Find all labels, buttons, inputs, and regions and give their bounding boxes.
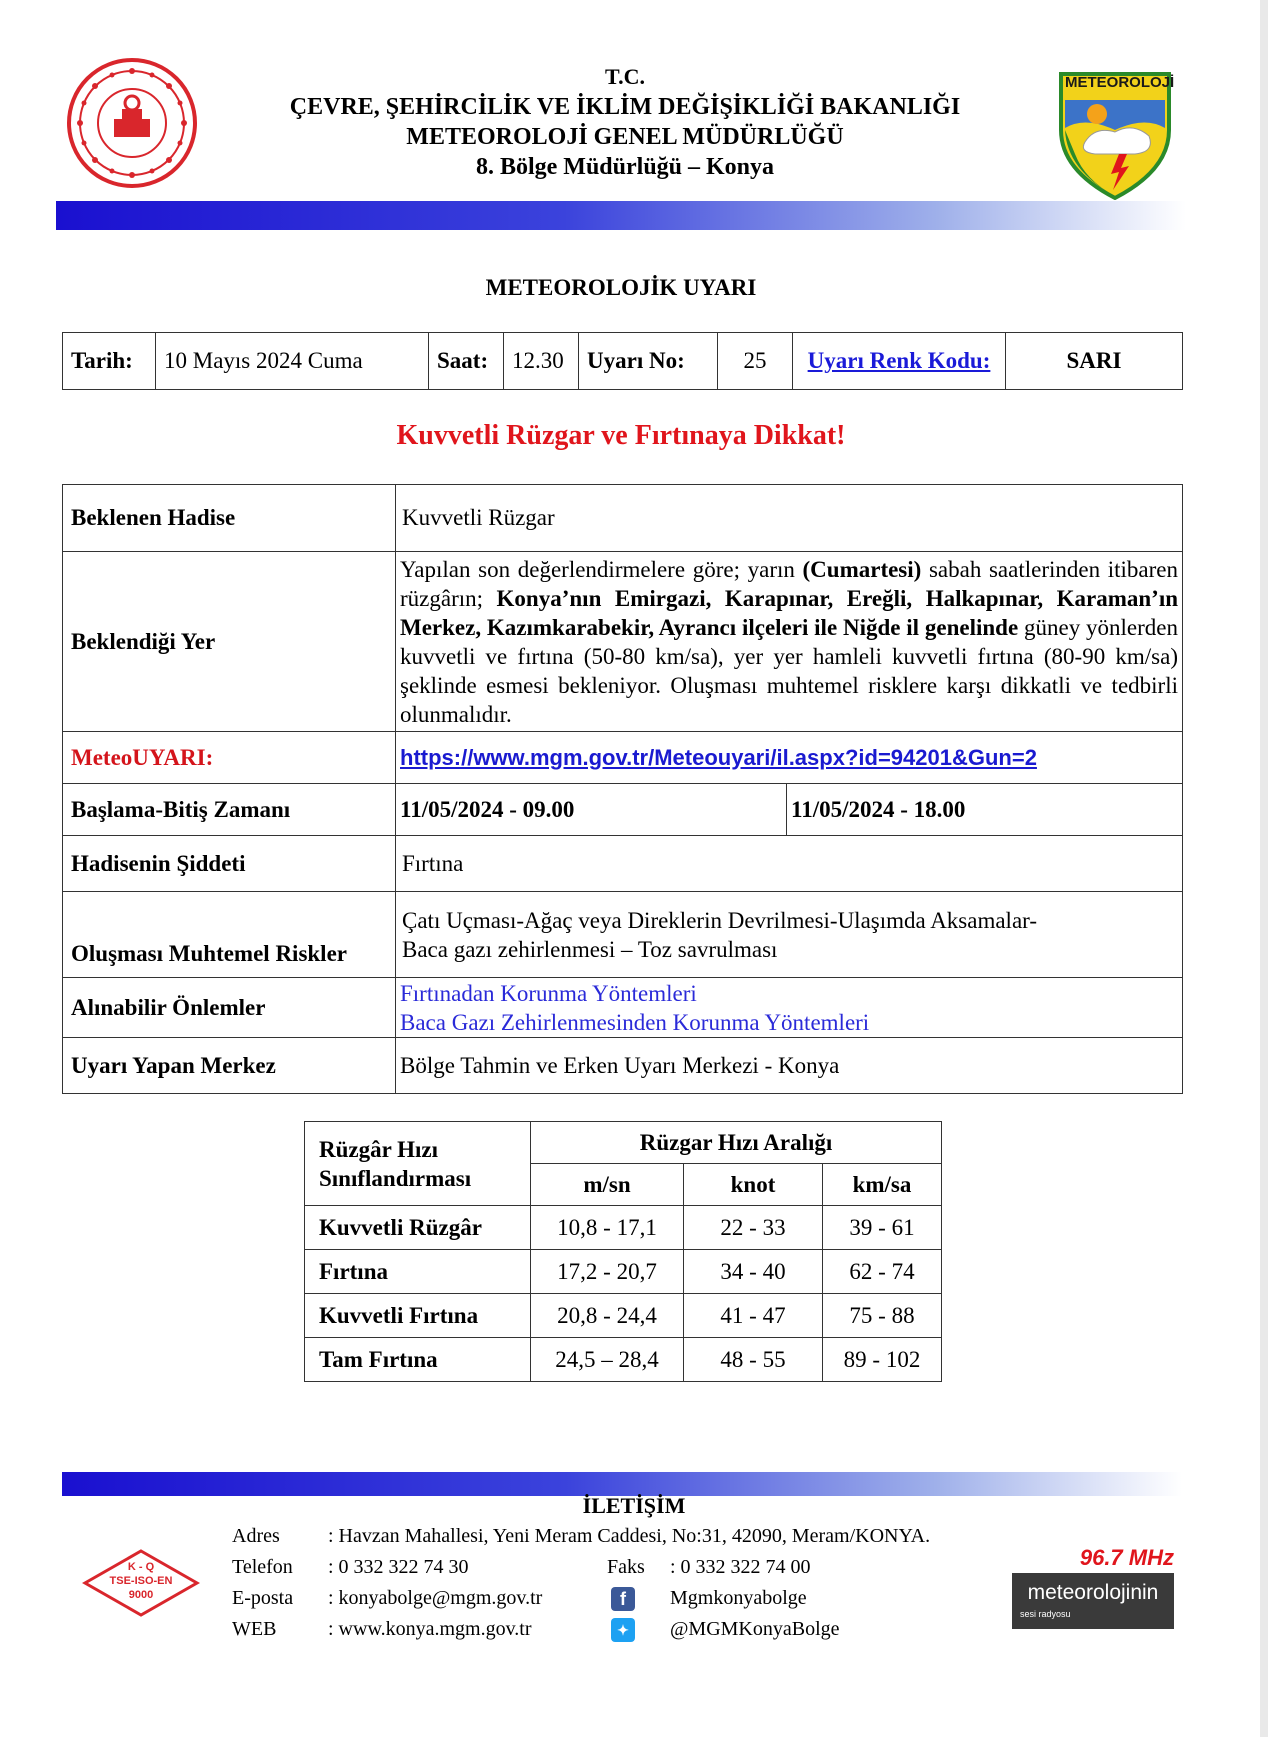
event-label: Beklenen Hadise: [63, 485, 396, 552]
color-code-value: SARI: [1006, 333, 1183, 390]
web-value[interactable]: : www.konya.mgm.gov.tr: [328, 1618, 532, 1640]
severity-value: Fırtına: [396, 836, 1183, 892]
header-block: [230, 62, 1020, 182]
radio-subtitle: sesi radyosu: [1020, 1609, 1071, 1619]
address-value: : Havzan Mahallesi, Yeni Meram Caddesi, No:31, 42090, Meram/KONYA.: [328, 1525, 931, 1547]
place-text-1: Yapılan son değerlendirmelere göre; yarın: [400, 556, 803, 582]
contact-labels: [232, 1521, 293, 1645]
warning-details-table: [62, 484, 1183, 1094]
row-name: Kuvvetli Rüzgâr: [305, 1206, 531, 1250]
place-text-3: güney yönlerden kuvvetli ve fırtına (50-80 km/sa), yer yer hamleli kuvvetli fırtına (80-90 km/sa) şeklinde esmesi bekleniyor. Oluşması muhtemel risklere karşı dikkatli ve tedbirli olunmalıdır.: [400, 614, 1179, 727]
place-bold-1: (Cumartesi): [802, 556, 922, 582]
radio-frequency: 96.7 MHz: [1079, 1545, 1174, 1570]
meteoroloji-logo-icon: [1055, 70, 1175, 200]
measures-label: Alınabilir Önlemler: [63, 978, 396, 1038]
row-name: Tam Fırtına: [305, 1338, 531, 1382]
measure-fluegas-link[interactable]: Baca Gazı Zehirlenmesinden Korunma Yöntemleri: [400, 1009, 870, 1035]
tse-line2: TSE-ISO-EN: [109, 1575, 173, 1587]
row-ms: 10,8 - 17,1: [531, 1206, 684, 1250]
class-header-line1: Rüzgâr Hızı: [319, 1136, 439, 1162]
meteouyari-label: MeteoUYARI:: [63, 732, 396, 784]
row-knot: 41 - 47: [684, 1294, 823, 1338]
time-range-label: Başlama-Bitiş Zamanı: [63, 784, 396, 836]
time-value: 12.30: [504, 333, 579, 390]
address-label: Adres: [232, 1525, 280, 1547]
date-label: Tarih:: [63, 333, 156, 390]
row-ms: 17,2 - 20,7: [531, 1250, 684, 1294]
phone-value: : 0 332 322 74 30: [328, 1556, 469, 1578]
logo-text: METEOROLOJİ: [1065, 74, 1175, 91]
risk-line-2: Baca gazı zehirlenmesi – Toz savrulması: [402, 936, 778, 962]
phone-label: Telefon: [232, 1556, 293, 1578]
row-kmh: 39 - 61: [823, 1206, 942, 1250]
row-knot: 34 - 40: [684, 1250, 823, 1294]
color-code-link[interactable]: Uyarı Renk Kodu:: [807, 348, 991, 373]
radio-banner: [1012, 1573, 1174, 1629]
facebook-handle[interactable]: Mgmkonyabolge: [670, 1587, 807, 1609]
table-row: [305, 1250, 942, 1294]
end-time: 11/05/2024 - 18.00: [787, 784, 1183, 836]
meteouyari-link[interactable]: https://www.mgm.gov.tr/Meteouyari/il.aspx?id=94201&Gun=2: [400, 744, 1037, 770]
warning-headline: Kuvvetli Rüzgar ve Fırtınaya Dikkat!: [396, 420, 846, 451]
severity-label: Hadisenin Şiddeti: [63, 836, 396, 892]
table-row: [305, 1294, 942, 1338]
page-edge: [1260, 0, 1268, 1737]
row-kmh: 62 - 74: [823, 1250, 942, 1294]
row-kmh: 89 - 102: [823, 1338, 942, 1382]
header-tc: T.C.: [605, 64, 645, 89]
risk-line-1: Çatı Uçması-Ağaç veya Direklerin Devrilmesi-Ulaşımda Aksamalar-: [402, 907, 1038, 933]
place-bold-2: Konya’nın Emirgazi, Karapınar, Ereğli, Halkapınar, Karaman’ın Merkez, Kazımkarabekir, Ayrancı ilçeleri ile Niğde il genelinde: [400, 585, 1178, 640]
row-knot: 48 - 55: [684, 1338, 823, 1382]
email-value[interactable]: : konyabolge@mgm.gov.tr: [328, 1587, 543, 1609]
fax-value: : 0 332 322 74 00: [670, 1556, 811, 1578]
contact-title: İLETİŞİM: [582, 1493, 686, 1518]
row-knot: 22 - 33: [684, 1206, 823, 1250]
table-row: [305, 1338, 942, 1382]
row-ms: 24,5 – 28,4: [531, 1338, 684, 1382]
warning-info-table: [62, 332, 1183, 390]
unit-ms: m/sn: [531, 1164, 684, 1206]
document-title: METEOROLOJİK UYARI: [485, 275, 757, 300]
web-label: WEB: [232, 1618, 277, 1640]
row-kmh: 75 - 88: [823, 1294, 942, 1338]
event-value: Kuvvetli Rüzgar: [396, 485, 1183, 552]
start-time: 11/05/2024 - 09.00: [396, 784, 787, 836]
class-header: [305, 1122, 531, 1206]
row-ms: 20,8 - 24,4: [531, 1294, 684, 1338]
center-value: Bölge Tahmin ve Erken Uyarı Merkezi - Konya: [396, 1038, 1183, 1094]
row-name: Fırtına: [305, 1250, 531, 1294]
radio-name: meteorolojinin: [1027, 1581, 1159, 1604]
header-gradient-bar: [56, 201, 1186, 230]
unit-kmh: km/sa: [823, 1164, 942, 1206]
tse-line1: K - Q: [127, 1561, 155, 1573]
place-label: Beklendiği Yer: [63, 552, 396, 732]
warning-no-label: Uyarı No:: [579, 333, 718, 390]
risks-label: Oluşması Muhtemel Riskler: [63, 892, 396, 978]
header-region: 8. Bölge Müdürlüğü – Konya: [475, 154, 775, 180]
warning-no-value: 25: [718, 333, 793, 390]
risks-value: [396, 892, 1183, 978]
tse-line3: 9000: [128, 1589, 154, 1601]
wind-speed-table: [304, 1121, 942, 1382]
twitter-icon[interactable]: ✦: [611, 1614, 635, 1645]
radio-logo: [1012, 1545, 1174, 1629]
ministry-seal-icon: [66, 57, 198, 189]
email-label: E-posta: [232, 1587, 294, 1609]
twitter-handle[interactable]: @MGMKonyaBolge: [670, 1618, 840, 1640]
measure-storm-link[interactable]: Fırtınadan Korunma Yöntemleri: [400, 980, 697, 1006]
class-header-line2: Sınıflandırması: [319, 1165, 472, 1191]
date-value: 10 Mayıs 2024 Cuma: [156, 333, 429, 390]
header-directorate: METEOROLOJİ GENEL MÜDÜRLÜĞÜ: [406, 124, 844, 150]
place-text-2: sabah saatlerinden itibaren rüzgârın;: [400, 556, 1178, 611]
row-name: Kuvvetli Fırtına: [305, 1294, 531, 1338]
range-header: Rüzgar Hızı Aralığı: [531, 1122, 942, 1164]
header-ministry: ÇEVRE, ŞEHİRCİLİK VE İKLİM DEĞİŞİKLİĞİ BAKANLIĞI: [289, 94, 961, 120]
place-value: [396, 552, 1183, 732]
table-row: [305, 1206, 942, 1250]
unit-knot: knot: [684, 1164, 823, 1206]
fax-label: Faks: [607, 1556, 645, 1578]
tse-text: [82, 1560, 200, 1602]
facebook-icon[interactable]: f: [611, 1583, 635, 1614]
center-label: Uyarı Yapan Merkez: [63, 1038, 396, 1094]
tse-certificate-icon: [82, 1548, 200, 1618]
time-label: Saat:: [429, 333, 504, 390]
